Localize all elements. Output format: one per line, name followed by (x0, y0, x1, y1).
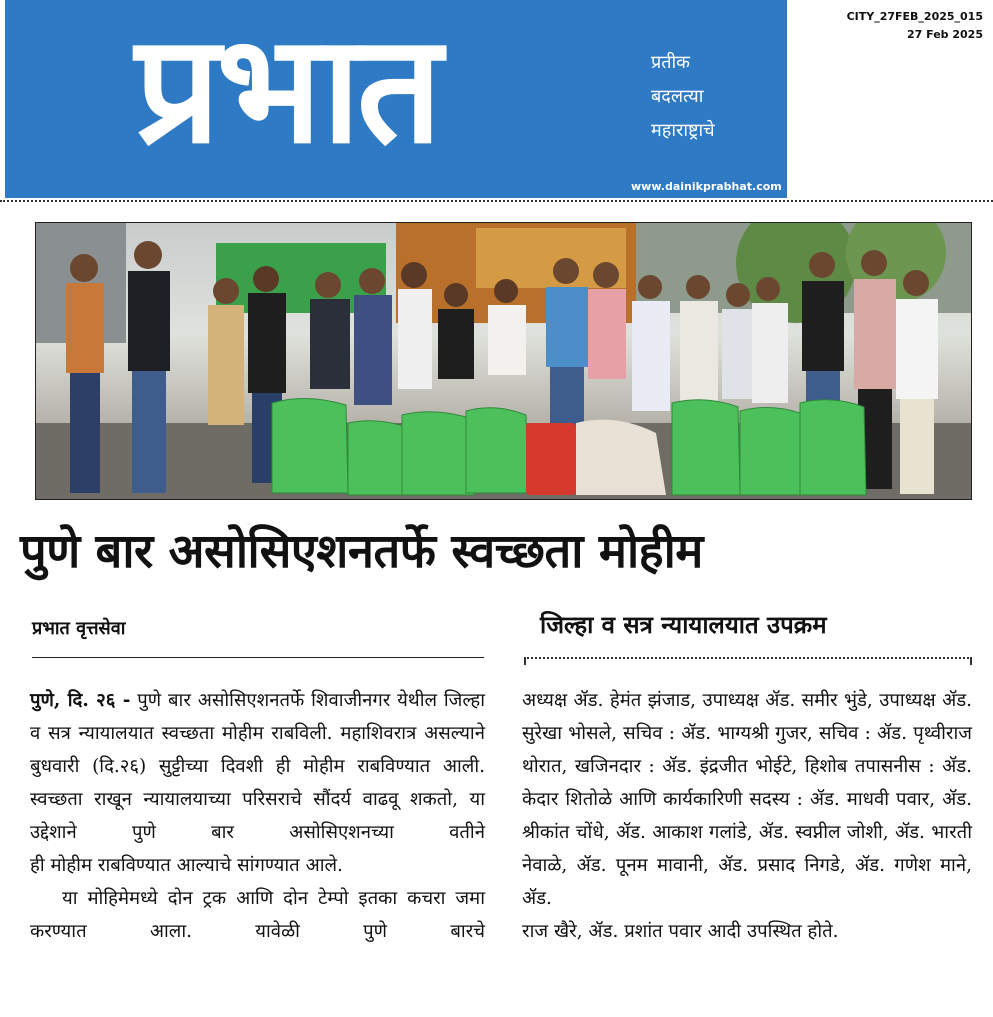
article-paragraph: पुणे बार असोसिएशनतर्फे शिवाजीनगर येथील जिल्हा व सत्र न्यायालयात स्वच्छता मोहीम राबविली. महाशिवरात्र असल्याने बुधवारी (दि.२६) सुट्टीच्या दिवशी ही मोहीम राबविण्यात आली. स्वच्छता राखून न्यायालयाच्या परिसराचे सौंदर्य वाढवू शकतो, या उद्देशाने पुणे बार असोसिएशनच्या वतीने (30, 690, 485, 843)
edition-date: 27 Feb 2025 (907, 28, 983, 41)
article-column-2 (522, 684, 972, 948)
article-column-1 (30, 684, 485, 948)
edition-code: CITY_27FEB_2025_015 (846, 10, 983, 23)
tagline-line: महाराष्ट्राचे (651, 120, 715, 141)
article-paragraph: या मोहिमेमध्ये दोन ट्रक आणि दोन टेम्पो इतका कचरा जमा करण्यात आला. यावेळी पुणे बारचे (30, 888, 485, 942)
tagline-swoosh-icon (800, 144, 880, 158)
masthead-divider (0, 200, 993, 202)
article-paragraph-end: ही मोहीम राबविण्यात आल्याचे सांगण्यात आले. (30, 855, 343, 876)
news-photo (35, 222, 972, 500)
newspaper-logo: प्रभात (135, 3, 439, 177)
masthead-tagline (651, 46, 715, 148)
byline-divider (32, 657, 484, 658)
article-subhead: जिल्हा व सत्र न्यायालयात उपक्रम (540, 611, 827, 639)
tagline-line: बदलत्या (651, 86, 704, 107)
article-headline: पुणे बार असोसिएशनतर्फे स्वच्छता मोहीम (20, 524, 703, 579)
masthead (5, 0, 787, 198)
subhead-divider (524, 657, 972, 659)
article-paragraph: अध्यक्ष ॲड. हेमंत झंजाड, उपाध्यक्ष ॲड. समीर भुंडे, उपाध्यक्ष ॲड. सुरेखा भोसले, सचिव : ॲड. भाग्यश्री गुजर, सचिव : ॲड. पृथ्वीराज थोरात, खजिनदार : ॲड. इंद्रजीत भोईटे, हिशोब तपासनीस : ॲड. केदार शितोळे आणि कार्यकारिणी सदस्य : ॲड. माधवी पवार, ॲड. श्रीकांत चोंधे, ॲड. आकाश गलांडे, ॲड. स्वप्नील जोशी, ॲड. भारती नेवाळे, ॲड. पूनम मावानी, ॲड. प्रसाद निगडे, ॲड. गणेश माने, ॲड. (522, 690, 972, 909)
article-dateline: पुणे, दि. २६ - (30, 690, 131, 711)
cleanup-group-photo (36, 223, 971, 499)
article-paragraph-end: राज खैरे, ॲड. प्रशांत पवार आदी उपस्थित होते. (522, 921, 839, 942)
website-url: www.dainikprabhat.com (631, 180, 782, 193)
article-byline: प्रभात वृत्तसेवा (32, 618, 126, 639)
tagline-line: प्रतीक (651, 52, 690, 73)
